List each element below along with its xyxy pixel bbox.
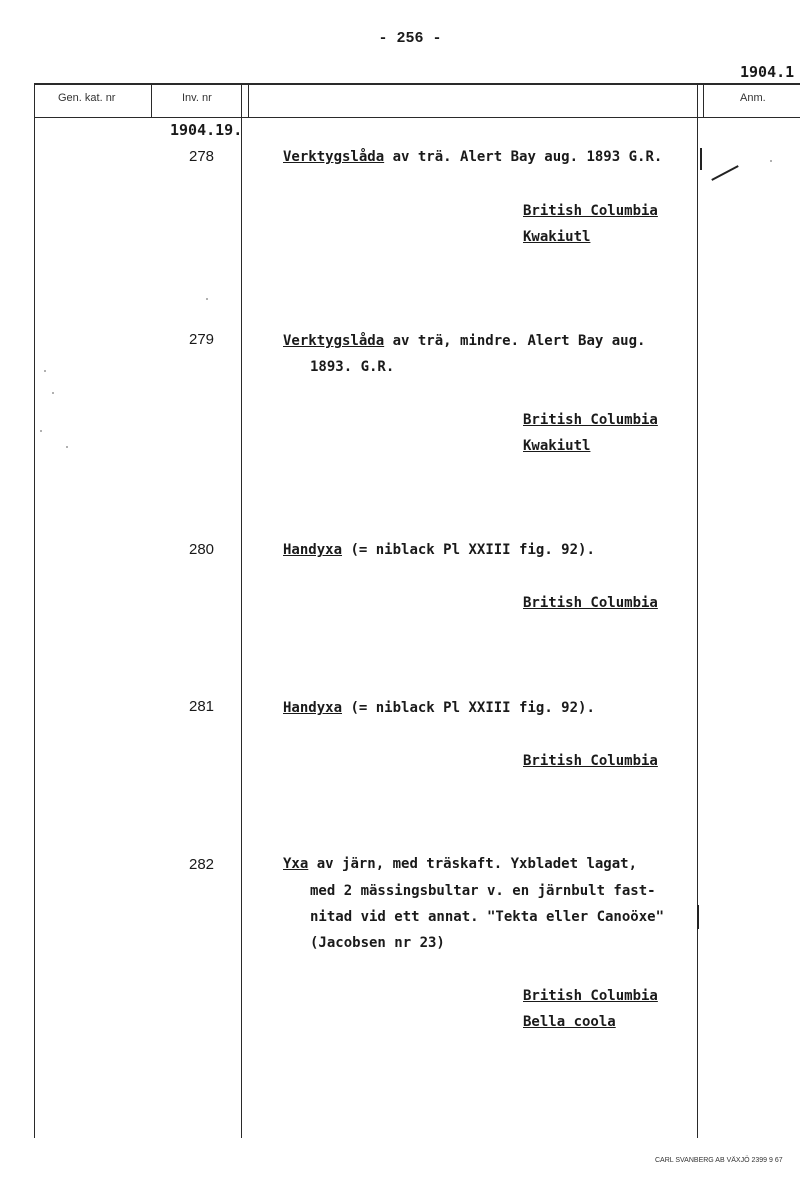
column-header-inv: Inv. nr bbox=[182, 92, 212, 104]
inv-number: 282 bbox=[189, 856, 215, 873]
scan-speck bbox=[44, 370, 46, 372]
year-heading: 1904.1 bbox=[740, 63, 795, 81]
entry-line bbox=[283, 149, 662, 165]
region-line: Kwakiutl bbox=[523, 438, 591, 454]
scan-speck bbox=[40, 430, 42, 432]
top-rule bbox=[34, 83, 800, 85]
entry-keyword: Handyxa bbox=[283, 542, 343, 558]
header-rule bbox=[34, 117, 800, 118]
entry-line bbox=[283, 542, 595, 558]
inv-number: 281 bbox=[189, 698, 215, 715]
column-line-inv-b bbox=[248, 83, 249, 118]
region-line: Kwakiutl bbox=[523, 229, 591, 245]
column-line-anm-b bbox=[703, 83, 704, 118]
entry-text: av trä, mindre. Alert Bay aug. bbox=[392, 333, 646, 349]
column-line-left bbox=[34, 83, 35, 1138]
inv-number: 278 bbox=[189, 148, 215, 165]
region-line: British Columbia bbox=[523, 412, 658, 428]
column-line-inv bbox=[241, 83, 242, 1138]
entry-text: (= niblack Pl XXIII fig. 92). bbox=[350, 700, 595, 716]
entry-keyword: Verktygslåda bbox=[283, 149, 385, 165]
region-line: British Columbia bbox=[523, 203, 658, 219]
entry-line: (Jacobsen nr 23) bbox=[310, 935, 445, 951]
entry-line bbox=[283, 700, 595, 716]
region-line: British Columbia bbox=[523, 595, 658, 611]
region-line: British Columbia bbox=[523, 988, 658, 1004]
scan-speck bbox=[770, 160, 772, 162]
entry-text: av trä. Alert Bay aug. 1893 G.R. bbox=[392, 149, 663, 165]
pen-mark bbox=[711, 165, 738, 181]
inv-number: 279 bbox=[189, 331, 215, 348]
page-number: - 256 - bbox=[378, 30, 442, 47]
entry-line bbox=[283, 856, 637, 872]
entry-keyword: Yxa bbox=[283, 856, 309, 872]
margin-tick bbox=[700, 148, 702, 170]
entry-line: med 2 mässingsbultar v. en järnbult fast- bbox=[310, 883, 656, 899]
entry-line: nitad vid ett annat. "Tekta eller Canoöxe" bbox=[310, 909, 665, 925]
entry-line bbox=[283, 333, 645, 349]
margin-tick bbox=[697, 905, 699, 929]
scan-speck bbox=[66, 446, 68, 448]
column-header-anm: Anm. bbox=[740, 92, 766, 104]
entry-keyword: Verktygslåda bbox=[283, 333, 385, 349]
region-line: British Columbia bbox=[523, 753, 658, 769]
column-header-gen-kat: Gen. kat. nr bbox=[58, 92, 116, 104]
year-column-label: 1904.19. bbox=[170, 121, 243, 139]
scan-speck bbox=[206, 298, 208, 300]
inv-number: 280 bbox=[189, 541, 215, 558]
column-line-anm bbox=[697, 83, 698, 1138]
entry-text: av järn, med träskaft. Yxbladet lagat, bbox=[316, 856, 638, 872]
printer-footer: CARL SVANBERG AB VÄXJÖ 2399 9 67 bbox=[655, 1157, 783, 1164]
entry-text: (= niblack Pl XXIII fig. 92). bbox=[350, 542, 595, 558]
region-line: Bella coola bbox=[523, 1014, 616, 1030]
entry-line: 1893. G.R. bbox=[310, 359, 395, 375]
entry-keyword: Handyxa bbox=[283, 700, 343, 716]
scan-speck bbox=[52, 392, 54, 394]
column-line-gen bbox=[151, 83, 152, 118]
